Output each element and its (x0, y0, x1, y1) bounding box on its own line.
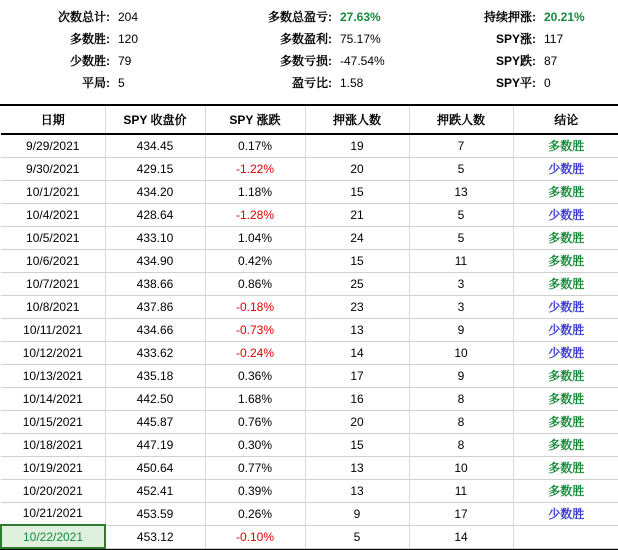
summary-value: 117 (544, 32, 564, 46)
cell-date[interactable]: 10/5/2021 (1, 226, 105, 249)
table-row[interactable] (1, 295, 618, 318)
cell-date[interactable]: 10/14/2021 (1, 387, 105, 410)
cell-up-votes[interactable]: 23 (305, 295, 409, 318)
table-row[interactable] (1, 502, 618, 525)
cell-up-votes[interactable]: 25 (305, 272, 409, 295)
summary-value: -47.54% (340, 54, 385, 68)
cell-result[interactable]: 多数胜 (513, 456, 618, 479)
cell-close-price[interactable]: 428.64 (105, 203, 205, 226)
cell-date[interactable]: 10/4/2021 (1, 203, 105, 226)
summary-row (222, 72, 444, 94)
cell-down-votes[interactable]: 5 (409, 157, 513, 180)
cell-down-votes[interactable]: 8 (409, 433, 513, 456)
cell-close-price[interactable]: 442.50 (105, 387, 205, 410)
summary-label: SPY平: (495, 76, 536, 90)
cell-change-percent[interactable]: 0.26% (205, 502, 305, 525)
cell-date[interactable]: 10/11/2021 (1, 318, 105, 341)
summary-value: 120 (118, 32, 139, 46)
cell-result[interactable]: 少数胜 (513, 203, 618, 226)
cell-date[interactable]: 9/29/2021 (1, 134, 105, 157)
cell-result[interactable]: 少数胜 (513, 295, 618, 318)
cell-date[interactable]: 10/8/2021 (1, 295, 105, 318)
summary-column-counts (0, 6, 222, 94)
summary-row (444, 50, 618, 72)
cell-change-percent[interactable]: 0.36% (205, 364, 305, 387)
cell-date[interactable]: 10/12/2021 (1, 341, 105, 364)
cell-date[interactable]: 10/7/2021 (1, 272, 105, 295)
cell-up-votes[interactable]: 24 (305, 226, 409, 249)
cell-change-percent[interactable]: 0.77% (205, 456, 305, 479)
column-header-result[interactable]: 结论 (513, 106, 618, 134)
cell-down-votes[interactable]: 7 (409, 134, 513, 157)
cell-result[interactable]: 多数胜 (513, 134, 618, 157)
summary-value: 87 (544, 54, 558, 68)
cell-result[interactable]: 少数胜 (513, 341, 618, 364)
summary-label: SPY涨: (495, 32, 536, 46)
summary-label: 持续押涨: (484, 10, 536, 24)
cell-change-percent[interactable]: 0.39% (205, 479, 305, 502)
cell-result[interactable]: 多数胜 (513, 387, 618, 410)
table-row[interactable] (1, 479, 618, 502)
cell-up-votes[interactable]: 15 (305, 249, 409, 272)
cell-down-votes[interactable]: 17 (409, 502, 513, 525)
table-row[interactable] (1, 318, 618, 341)
cell-down-votes[interactable]: 10 (409, 341, 513, 364)
data-table-wrapper (0, 104, 618, 550)
cell-date[interactable]: 10/18/2021 (1, 433, 105, 456)
table-row[interactable] (1, 226, 618, 249)
cell-up-votes[interactable]: 21 (305, 203, 409, 226)
cell-change-percent[interactable]: -0.10% (205, 525, 305, 548)
summary-label: 多数亏损: (280, 54, 332, 68)
cell-up-votes[interactable]: 17 (305, 364, 409, 387)
summary-value: 204 (118, 10, 139, 24)
table-row[interactable] (1, 364, 618, 387)
cell-change-percent[interactable]: 0.17% (205, 134, 305, 157)
cell-change-percent[interactable]: 1.04% (205, 226, 305, 249)
summary-row (222, 28, 444, 50)
summary-label: 少数胜: (70, 54, 110, 68)
cell-close-price[interactable]: 434.45 (105, 134, 205, 157)
cell-change-percent[interactable]: 1.18% (205, 180, 305, 203)
cell-date[interactable]: 10/21/2021 (1, 502, 105, 525)
column-header-date[interactable]: 日期 (1, 106, 105, 134)
cell-down-votes[interactable]: 3 (409, 295, 513, 318)
summary-column-spy (444, 6, 618, 94)
cell-date[interactable]: 10/13/2021 (1, 364, 105, 387)
cell-close-price[interactable]: 450.64 (105, 456, 205, 479)
column-header-change[interactable]: SPY 涨跌 (205, 106, 305, 134)
table-row[interactable] (1, 180, 618, 203)
summary-value: 1.58 (340, 76, 364, 90)
summary-label: 多数总盈亏: (268, 10, 332, 24)
cell-result[interactable] (513, 525, 618, 548)
cell-up-votes[interactable]: 16 (305, 387, 409, 410)
table-row[interactable] (1, 341, 618, 364)
cell-change-percent[interactable]: -0.24% (205, 341, 305, 364)
cell-up-votes[interactable]: 13 (305, 479, 409, 502)
table-row[interactable] (1, 272, 618, 295)
summary-panel (0, 0, 618, 98)
table-header-row (1, 106, 618, 134)
summary-label: 多数盈利: (280, 32, 332, 46)
cell-result[interactable]: 多数胜 (513, 479, 618, 502)
column-header-down-votes[interactable]: 押跌人数 (409, 106, 513, 134)
table-row[interactable] (1, 387, 618, 410)
table-row[interactable] (1, 410, 618, 433)
cell-close-price[interactable]: 453.12 (105, 525, 205, 548)
summary-row (444, 28, 618, 50)
cell-change-percent[interactable]: -0.73% (205, 318, 305, 341)
summary-row (222, 50, 444, 72)
table-row[interactable] (1, 134, 618, 157)
cell-down-votes[interactable]: 13 (409, 180, 513, 203)
cell-result[interactable]: 多数胜 (513, 226, 618, 249)
cell-down-votes[interactable]: 14 (409, 525, 513, 548)
table-body (1, 134, 618, 548)
cell-close-price[interactable]: 447.19 (105, 433, 205, 456)
cell-change-percent[interactable]: 1.68% (205, 387, 305, 410)
table-row[interactable] (1, 203, 618, 226)
table-row[interactable] (1, 249, 618, 272)
cell-close-price[interactable]: 437.86 (105, 295, 205, 318)
cell-close-price[interactable]: 453.59 (105, 502, 205, 525)
summary-value: 75.17% (340, 32, 381, 46)
cell-change-percent[interactable]: 0.42% (205, 249, 305, 272)
cell-change-percent[interactable]: 0.76% (205, 410, 305, 433)
summary-value: 20.21% (544, 10, 585, 24)
summary-row (0, 6, 222, 28)
cell-date[interactable]: 10/15/2021 (1, 410, 105, 433)
cell-up-votes[interactable]: 5 (305, 525, 409, 548)
cell-down-votes[interactable]: 8 (409, 410, 513, 433)
cell-date[interactable]: 10/20/2021 (1, 479, 105, 502)
summary-row (444, 72, 618, 94)
table-row[interactable] (1, 525, 618, 548)
cell-up-votes[interactable]: 20 (305, 410, 409, 433)
cell-result[interactable]: 少数胜 (513, 318, 618, 341)
cell-result[interactable]: 多数胜 (513, 364, 618, 387)
cell-down-votes[interactable]: 9 (409, 318, 513, 341)
cell-down-votes[interactable]: 3 (409, 272, 513, 295)
cell-down-votes[interactable]: 5 (409, 226, 513, 249)
cell-close-price[interactable]: 433.62 (105, 341, 205, 364)
summary-row (0, 72, 222, 94)
cell-close-price[interactable]: 434.20 (105, 180, 205, 203)
cell-close-price[interactable]: 429.15 (105, 157, 205, 180)
cell-down-votes[interactable]: 11 (409, 249, 513, 272)
cell-down-votes[interactable]: 9 (409, 364, 513, 387)
table-row[interactable] (1, 456, 618, 479)
cell-change-percent[interactable]: -1.22% (205, 157, 305, 180)
cell-result[interactable]: 多数胜 (513, 433, 618, 456)
data-table (0, 106, 618, 549)
summary-label: 平局: (82, 76, 110, 90)
cell-date[interactable]: 10/1/2021 (1, 180, 105, 203)
cell-up-votes[interactable]: 13 (305, 318, 409, 341)
cell-close-price[interactable]: 433.10 (105, 226, 205, 249)
cell-down-votes[interactable]: 5 (409, 203, 513, 226)
summary-label: SPY跌: (495, 54, 536, 68)
cell-change-percent[interactable]: -1.28% (205, 203, 305, 226)
cell-date[interactable]: 9/30/2021 (1, 157, 105, 180)
cell-change-percent[interactable]: 0.86% (205, 272, 305, 295)
cell-close-price[interactable]: 435.18 (105, 364, 205, 387)
cell-down-votes[interactable]: 8 (409, 387, 513, 410)
summary-row (222, 6, 444, 28)
cell-result[interactable]: 多数胜 (513, 272, 618, 295)
cell-up-votes[interactable]: 15 (305, 433, 409, 456)
cell-up-votes[interactable]: 19 (305, 134, 409, 157)
summary-value: 79 (118, 54, 132, 68)
cell-result[interactable]: 少数胜 (513, 157, 618, 180)
summary-value: 5 (118, 76, 125, 90)
summary-label: 盈亏比: (292, 76, 332, 90)
cell-close-price[interactable]: 445.87 (105, 410, 205, 433)
cell-close-price[interactable]: 438.66 (105, 272, 205, 295)
summary-row (0, 50, 222, 72)
summary-label: 次数总计: (58, 10, 110, 24)
cell-close-price[interactable]: 434.66 (105, 318, 205, 341)
cell-date[interactable]: 10/6/2021 (1, 249, 105, 272)
table-row[interactable] (1, 157, 618, 180)
cell-up-votes[interactable]: 15 (305, 180, 409, 203)
column-header-up-votes[interactable]: 押涨人数 (305, 106, 409, 134)
cell-up-votes[interactable]: 9 (305, 502, 409, 525)
cell-change-percent[interactable]: 0.30% (205, 433, 305, 456)
summary-value: 0 (544, 76, 551, 90)
cell-down-votes[interactable]: 10 (409, 456, 513, 479)
cell-down-votes[interactable]: 11 (409, 479, 513, 502)
summary-label: 多数胜: (70, 32, 110, 46)
cell-result[interactable]: 多数胜 (513, 180, 618, 203)
cell-close-price[interactable]: 452.41 (105, 479, 205, 502)
cell-date[interactable]: 10/19/2021 (1, 456, 105, 479)
summary-row (444, 6, 618, 28)
cell-up-votes[interactable]: 13 (305, 456, 409, 479)
cell-result[interactable]: 少数胜 (513, 502, 618, 525)
column-header-close[interactable]: SPY 收盘价 (105, 106, 205, 134)
cell-close-price[interactable]: 434.90 (105, 249, 205, 272)
table-row[interactable] (1, 433, 618, 456)
cell-result[interactable]: 多数胜 (513, 410, 618, 433)
cell-result[interactable]: 多数胜 (513, 249, 618, 272)
summary-row (0, 28, 222, 50)
cell-date[interactable]: 10/22/2021 (1, 525, 105, 548)
cell-change-percent[interactable]: -0.18% (205, 295, 305, 318)
cell-up-votes[interactable]: 20 (305, 157, 409, 180)
summary-column-pnl (222, 6, 444, 94)
summary-value: 27.63% (340, 10, 381, 24)
cell-up-votes[interactable]: 14 (305, 341, 409, 364)
